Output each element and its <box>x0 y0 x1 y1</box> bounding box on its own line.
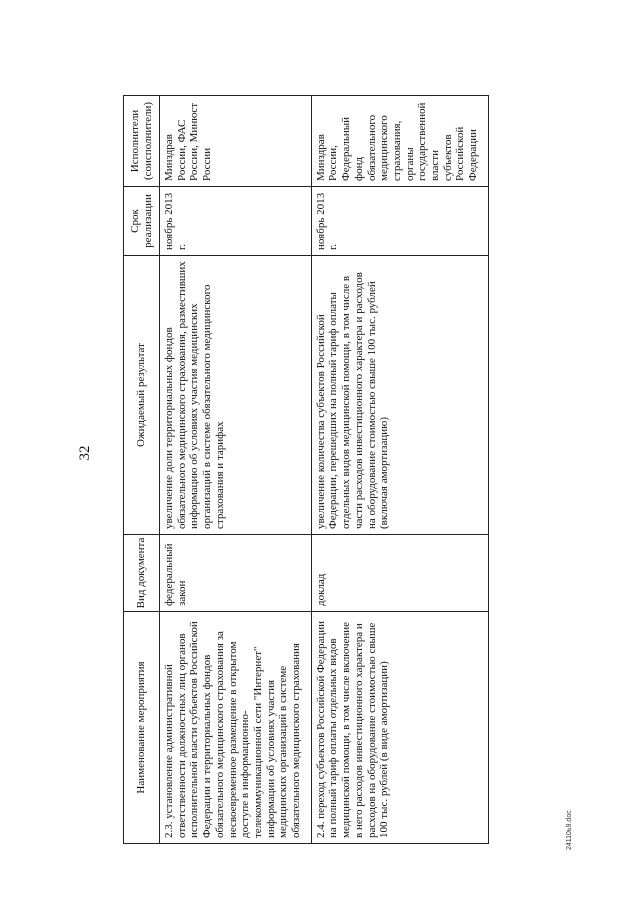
page-number: 32 <box>77 445 93 460</box>
row-doc-type: доклад <box>311 534 488 611</box>
header-deadline: Срок реализации <box>124 186 160 255</box>
file-name-footer: 24110ь9.doc <box>566 809 573 850</box>
rotated-page <box>65 48 575 858</box>
row-doc-type: федеральный закон <box>160 534 312 611</box>
row-executors: Минздрав России, ФАС России, Минюст России <box>160 95 312 186</box>
row-deadline: ноябрь 2013 г. <box>311 186 488 255</box>
header-executors: Исполнители (соисполнители) <box>124 95 160 186</box>
header-result: Ожидаемый результат <box>124 255 160 534</box>
row-deadline: ноябрь 2013 г. <box>160 186 312 255</box>
row-executors: Минздрав России, Федеральный фонд обязательного медицинского страхования, органы государственной власти субъектов Российской Федерации <box>311 95 488 186</box>
row-name: 2.3. установление административной ответственности должностных лиц органов исполнительной власти субъектов Российской Федерации и территориальных фондов обязательного медицинского страхования за несвоевременное размещение в открытом доступе в информационно-телекоммуникационной сети "Интернет" информации об условиях участия медицинских организаций в системе обязательного медицинского страхования <box>160 611 312 843</box>
row-result: увеличение доли территориальных фондов обязательного медицинского страхования, разместивших информацию об условиях участия медицинских организаций в системе обязательного медицинского страхования и тарифах <box>160 255 312 534</box>
row-result: увеличение количества субъектов Российской Федерации, перешедших на полный тариф оплаты отдельных видов медицинской помощи, в том числе в части расходов инвестиционного характера и расходов на оборудование стоимостью свыше 100 тыс. рублей (включая амортизацию) <box>311 255 488 534</box>
measures-table <box>123 95 489 844</box>
table-row <box>160 95 312 843</box>
header-doc-type: Вид документа <box>124 534 160 611</box>
table-header-row <box>124 95 160 843</box>
table-row <box>311 95 488 843</box>
header-name: Наименование мероприятия <box>124 611 160 843</box>
row-name: 2.4. переход субъектов Российской Федерации на полный тариф оплаты отдельных видов медицинской помощи, в том числе включение в него расходов инвестиционного характера и расходов на оборудование стоимостью свыше 100 тыс. рублей (в виде амортизации) <box>311 611 488 843</box>
